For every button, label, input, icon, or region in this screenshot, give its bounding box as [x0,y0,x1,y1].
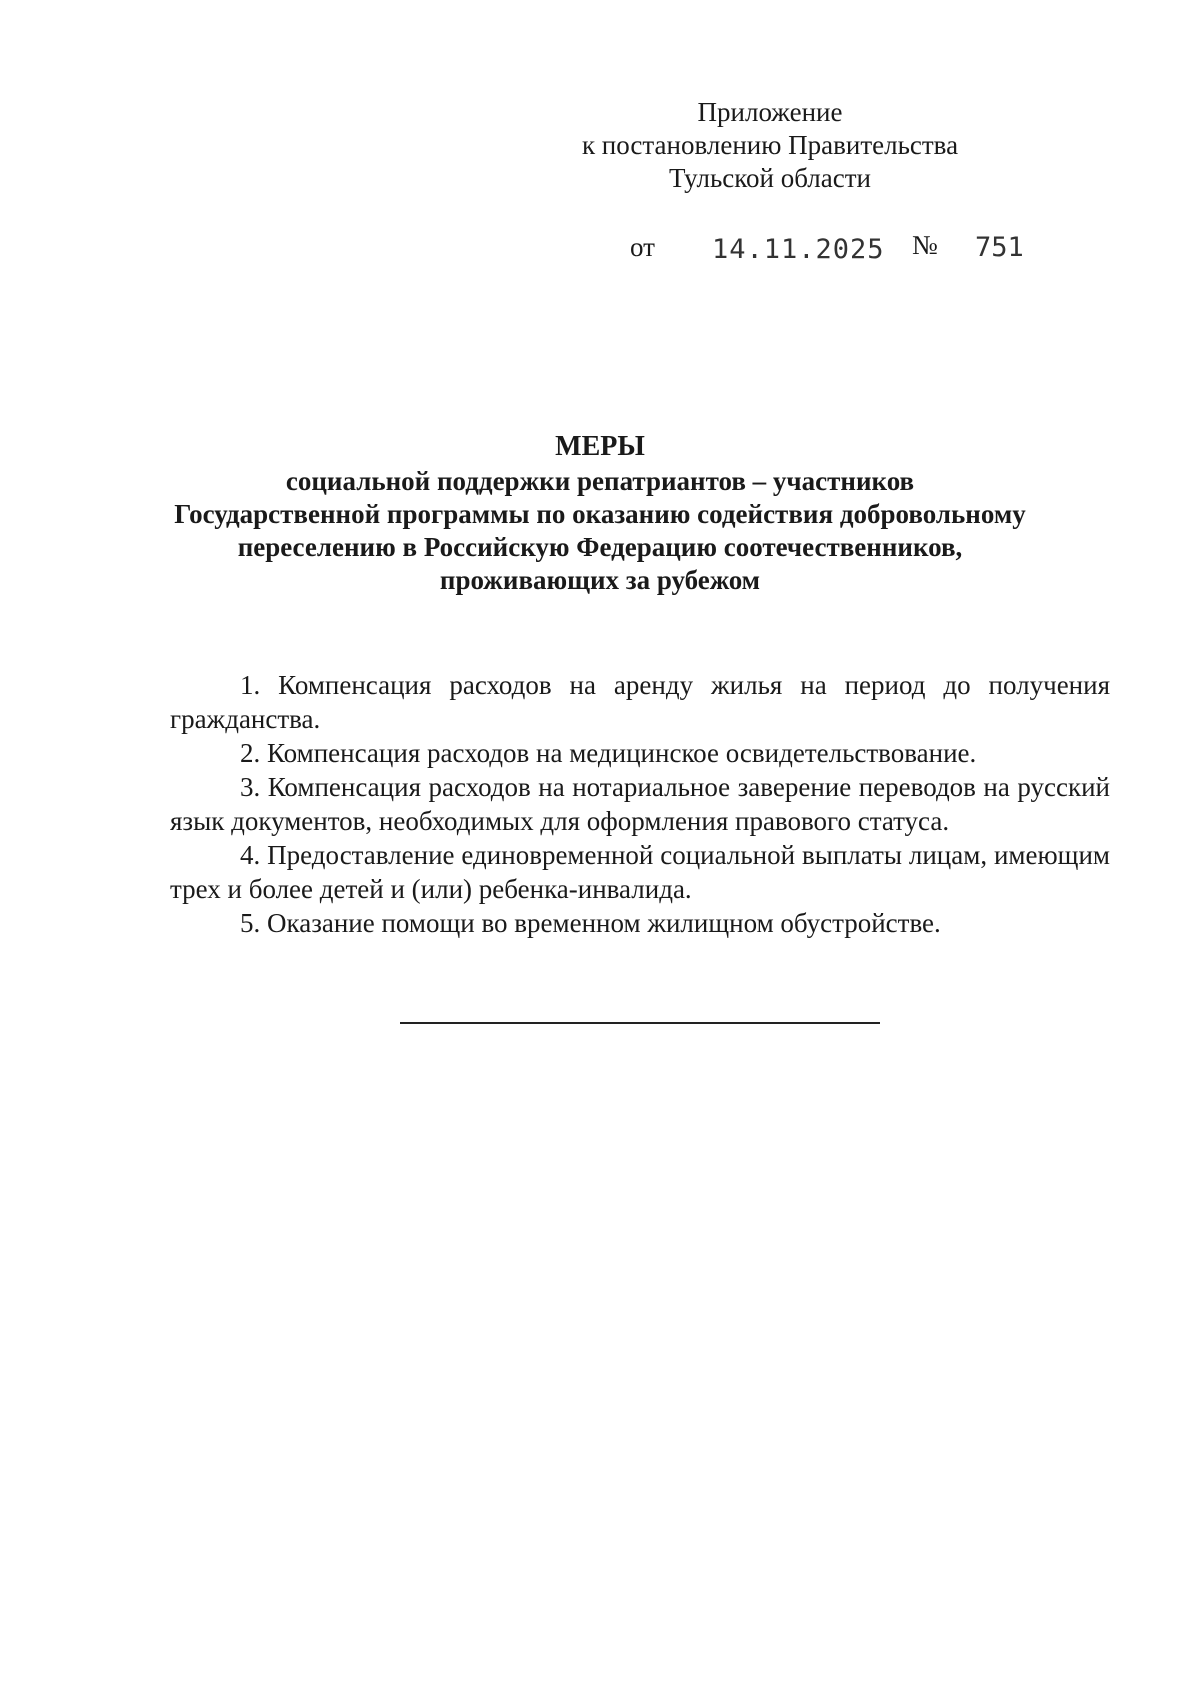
list-item: 1. Компенсация расходов на аренду жилья на период до получения гражданства. [170,670,1110,734]
measures-list [170,668,1110,940]
date-number-line [0,232,1200,272]
list-item: 2. Компенсация расходов на медицинское освидетельствование. [240,738,977,768]
title-line-3: переселению в Российскую Федерацию соотечественников, [237,532,963,562]
list-item: 3. Компенсация расходов на нотариальное заверение переводов на русский язык документов, необходимых для оформления правового статуса. [170,772,1110,836]
number-sign: № [912,230,938,260]
resolution-date: 14.11.2025 [712,234,885,265]
title-line-1: социальной поддержки репатриантов – участников [285,466,915,496]
title-line-2: Государственной программы по оказанию содействия добровольному [174,499,1026,529]
closing-divider [400,1022,880,1024]
appendix-label: Приложение [697,97,843,127]
appendix-region-line: Тульской области [669,163,871,193]
appendix-resolution-line: к постановлению Правительства [581,130,959,160]
title-main: МЕРЫ [555,431,645,462]
document-title [130,430,1070,597]
date-prefix: от [630,232,655,262]
list-item: 5. Оказание помощи во временном жилищном обустройстве. [240,908,941,938]
resolution-number: 751 [975,232,1024,263]
title-line-4: проживающих за рубежом [439,565,761,595]
list-item: 4. Предоставление единовременной социальной выплаты лицам, имеющим трех и более детей и (или) ребенка-инвалида. [170,840,1110,904]
appendix-header [560,96,980,195]
